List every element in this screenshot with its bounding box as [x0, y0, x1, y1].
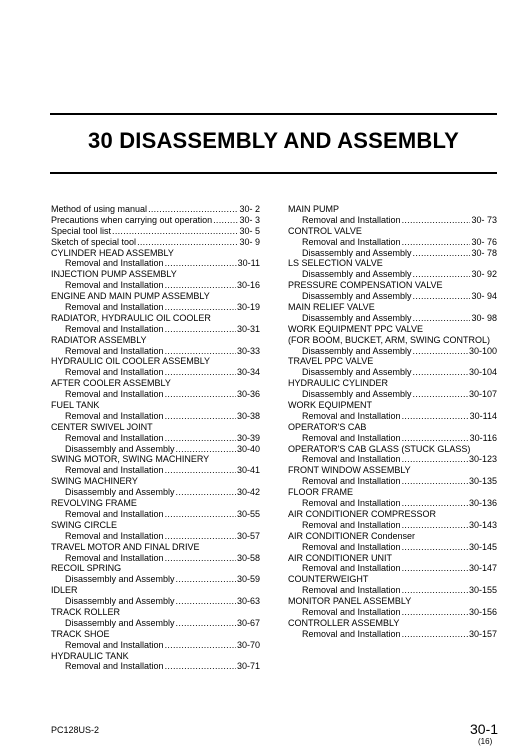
toc-right-column — [288, 204, 497, 640]
toc-entry-page: 30-39 — [236, 432, 260, 443]
leader-dots — [402, 629, 468, 640]
toc-section-heading: FRONT WINDOW ASSEMBLY — [288, 465, 411, 476]
page-title: 30 DISASSEMBLY AND ASSEMBLY — [88, 128, 459, 153]
toc-entry — [51, 302, 260, 313]
toc-section-heading: RADIATOR ASSEMBLY — [51, 334, 147, 345]
toc-entry-label: Removal and Installation — [65, 258, 164, 269]
toc-entry-label: Removal and Installation — [65, 323, 164, 334]
toc-entry-page: 30-59 — [236, 574, 260, 585]
toc-entry-page: 30-42 — [236, 487, 260, 498]
top-rule — [50, 113, 497, 115]
leader-dots — [176, 487, 236, 498]
toc-entry — [51, 640, 260, 651]
toc-entry-label: Removal and Installation — [65, 367, 164, 378]
leader-dots — [413, 269, 471, 280]
toc-entry — [51, 258, 260, 269]
toc-section-heading: CYLINDER HEAD ASSEMBLY — [51, 247, 174, 258]
toc-entry-page: 30- 78 — [471, 247, 497, 258]
toc-section-heading: FUEL TANK — [51, 400, 100, 411]
leader-dots — [402, 585, 468, 596]
toc-entry-label: Removal and Installation — [302, 236, 401, 247]
toc-entry-page: 30- 92 — [471, 269, 497, 280]
toc-entry — [51, 226, 260, 237]
toc-entry — [51, 389, 260, 400]
toc-entry — [51, 574, 260, 585]
toc-entry-page: 30-114 — [469, 410, 497, 421]
toc-entry — [288, 237, 497, 248]
toc-entry-page: 30-155 — [468, 585, 497, 596]
toc-entry-page: 30-70 — [236, 639, 260, 650]
toc-entry-page: 30-11 — [237, 258, 260, 269]
leader-dots — [413, 346, 468, 357]
leader-dots — [413, 367, 468, 378]
toc-entry-page: 30-157 — [468, 628, 497, 639]
leader-dots — [165, 411, 236, 422]
toc-section-heading: ENGINE AND MAIN PUMP ASSEMBLY — [51, 291, 210, 302]
toc-entry-page: 30- 3 — [239, 214, 260, 225]
toc-entry-label: Removal and Installation — [65, 345, 164, 356]
leader-dots — [413, 248, 471, 259]
leader-dots — [165, 433, 236, 444]
toc-entry-label: Removal and Installation — [302, 214, 401, 225]
toc-entry — [288, 542, 497, 553]
toc-entry — [288, 520, 497, 531]
toc-entry-page: 30-71 — [236, 661, 260, 672]
leader-dots — [402, 215, 471, 226]
footer-model: PC128US-2 — [51, 725, 100, 735]
toc-entry — [288, 433, 497, 444]
toc-entry — [51, 204, 260, 215]
toc-entry-label: Removal and Installation — [65, 410, 164, 421]
toc-entry — [51, 411, 260, 422]
toc-entry — [288, 389, 497, 400]
toc-entry-page: 30-143 — [468, 519, 497, 530]
toc-entry — [288, 498, 497, 509]
toc-section-heading: (FOR BOOM, BUCKET, ARM, SWING CONTROL) — [288, 334, 491, 345]
toc-entry — [51, 661, 260, 672]
toc-entry — [288, 367, 497, 378]
toc-entry — [51, 367, 260, 378]
leader-dots — [402, 433, 469, 444]
toc-section-heading: PRESSURE COMPENSATION VALVE — [288, 280, 443, 291]
toc-section-heading: AIR CONDITIONER Condenser — [288, 530, 416, 541]
toc-entry-page: 30- 2 — [239, 204, 260, 214]
toc-entry — [51, 280, 260, 291]
leader-dots — [165, 302, 236, 313]
toc-section-heading: HYDRAULIC OIL COOLER ASSEMBLY — [51, 356, 211, 367]
toc-entry — [288, 585, 497, 596]
leader-dots — [165, 367, 236, 378]
toc-section-heading: RECOIL SPRING — [51, 563, 122, 574]
toc-entry-label: Removal and Installation — [65, 508, 164, 519]
footer-revision: (16) — [478, 737, 493, 746]
toc-entry-label: Precautions when carrying out operation — [51, 214, 213, 225]
toc-entry — [288, 629, 497, 640]
leader-dots — [137, 237, 238, 248]
leader-dots — [148, 204, 238, 215]
toc-entry-page: 30-147 — [468, 563, 497, 574]
footer-page-number: 30-1 — [470, 721, 499, 737]
toc-entry-label: Disassembly and Assembly — [302, 312, 412, 323]
toc-entry-label: Disassembly and Assembly — [65, 596, 175, 607]
toc-entry-label: Special tool list — [51, 225, 112, 236]
toc-entry-label: Removal and Installation — [302, 454, 401, 465]
toc-entry-label: Disassembly and Assembly — [65, 617, 175, 628]
leader-dots — [213, 215, 238, 226]
toc-section-heading: TRACK ROLLER — [51, 606, 121, 617]
toc-entry-page: 30- 73 — [471, 214, 497, 225]
toc-entry-page: 30-145 — [468, 541, 497, 552]
toc-entry-label: Disassembly and Assembly — [302, 367, 412, 378]
toc-entry-label: Sketch of special tool — [51, 236, 137, 247]
toc-entry-page: 30- 76 — [471, 236, 497, 247]
toc-entry-label: Removal and Installation — [65, 552, 164, 563]
leader-dots — [402, 607, 468, 618]
leader-dots — [402, 411, 469, 422]
toc-entry-label: Removal and Installation — [65, 530, 164, 541]
toc-entry-page: 30-104 — [468, 367, 497, 378]
toc-entry-label: Removal and Installation — [65, 661, 164, 672]
toc-section-heading: CONTROL VALVE — [288, 225, 362, 236]
leader-dots — [402, 476, 468, 487]
toc-entry-page: 30-57 — [236, 530, 260, 541]
toc-entry-label: Removal and Installation — [65, 639, 164, 650]
toc-section-heading: COUNTERWEIGHT — [288, 574, 369, 585]
toc-section-heading: OPERATOR'S CAB — [288, 421, 367, 432]
toc-entry-label: Removal and Installation — [302, 498, 401, 509]
toc-entry — [288, 476, 497, 487]
toc-entry-label: Disassembly and Assembly — [302, 291, 412, 302]
toc-entry — [288, 269, 497, 280]
toc-section-heading: HYDRAULIC CYLINDER — [288, 378, 389, 389]
toc-entry — [288, 346, 497, 357]
toc-entry — [288, 291, 497, 302]
leader-dots — [112, 226, 238, 237]
toc-entry-page: 30-58 — [236, 552, 260, 563]
toc-entry-label: Removal and Installation — [302, 410, 401, 421]
toc-entry-label: Removal and Installation — [302, 628, 401, 639]
leader-dots — [165, 324, 236, 335]
leader-dots — [413, 291, 471, 302]
leader-dots — [413, 313, 471, 324]
toc-entry-page: 30-16 — [236, 280, 260, 291]
leader-dots — [176, 596, 236, 607]
toc-section-heading: RADIATOR, HYDRAULIC OIL COOLER — [51, 312, 211, 323]
toc-entry-label: Disassembly and Assembly — [65, 443, 175, 454]
toc-entry-label: Removal and Installation — [302, 519, 401, 530]
toc-entry — [51, 509, 260, 520]
leader-dots — [165, 553, 236, 564]
toc-section-heading: OPERATOR'S CAB GLASS (STUCK GLASS) — [288, 443, 471, 454]
leader-dots — [176, 574, 236, 585]
toc-entry — [288, 607, 497, 618]
toc-entry-page: 30-107 — [468, 389, 497, 400]
toc-entry-page: 30- 98 — [471, 312, 497, 323]
leader-dots — [165, 509, 236, 520]
toc-entry-label: Removal and Installation — [65, 389, 164, 400]
toc-section-heading: TRAVEL PPC VALVE — [288, 356, 374, 367]
toc-entry — [51, 487, 260, 498]
leader-dots — [402, 520, 468, 531]
toc-entry-page: 30-19 — [236, 302, 260, 313]
toc-entry-label: Removal and Installation — [302, 606, 401, 617]
toc-entry — [51, 553, 260, 564]
toc-entry — [288, 248, 497, 259]
toc-section-heading: CENTER SWIVEL JOINT — [51, 421, 153, 432]
toc-entry — [51, 433, 260, 444]
toc-entry-label: Removal and Installation — [65, 302, 164, 313]
leader-dots — [165, 531, 236, 542]
leader-dots — [402, 237, 471, 248]
toc-entry-page: 30-55 — [236, 508, 260, 519]
toc-entry-label: Removal and Installation — [65, 465, 164, 476]
toc-entry — [51, 346, 260, 357]
toc-entry — [51, 618, 260, 629]
leader-dots — [402, 542, 468, 553]
toc-entry-page: 30-136 — [468, 498, 497, 509]
toc-section-heading: SWING CIRCLE — [51, 519, 118, 530]
toc-entry — [51, 596, 260, 607]
toc-entry-label: Disassembly and Assembly — [302, 389, 412, 400]
toc-entry-label: Removal and Installation — [302, 432, 401, 443]
leader-dots — [165, 389, 236, 400]
toc-section-heading: WORK EQUIPMENT PPC VALVE — [288, 323, 424, 334]
leader-dots — [165, 661, 236, 672]
toc-entry — [51, 444, 260, 455]
toc-entry-page: 30- 5 — [239, 225, 260, 236]
toc-entry-page: 30-116 — [469, 432, 497, 443]
toc-entry — [288, 411, 497, 422]
toc-entry-label: Removal and Installation — [302, 585, 401, 596]
toc-section-heading: AIR CONDITIONER UNIT — [288, 552, 393, 563]
toc-section-heading: CONTROLLER ASSEMBLY — [288, 617, 400, 628]
leader-dots — [402, 498, 468, 509]
toc-entry-page: 30-33 — [236, 345, 260, 356]
toc-entry — [51, 215, 260, 226]
toc-entry-label: Disassembly and Assembly — [302, 269, 412, 280]
toc-entry-label: Disassembly and Assembly — [65, 487, 175, 498]
toc-entry-label: Method of using manual — [51, 204, 148, 214]
toc-entry-page: 30-63 — [236, 596, 260, 607]
toc-section-heading: REVOLVING FRAME — [51, 498, 137, 509]
toc-entry-page: 30-123 — [468, 454, 497, 465]
toc-entry — [51, 465, 260, 476]
toc-entry — [288, 454, 497, 465]
toc-section-heading: LS SELECTION VALVE — [288, 258, 383, 269]
toc-entry-label: Disassembly and Assembly — [302, 345, 412, 356]
toc-section-heading: TRACK SHOE — [51, 628, 110, 639]
leader-dots — [165, 465, 236, 476]
toc-entry-label: Removal and Installation — [302, 476, 401, 487]
leader-dots — [176, 444, 236, 455]
toc-section-heading: IDLER — [51, 585, 78, 596]
toc-entry-page: 30- 94 — [471, 291, 497, 302]
toc-section-heading: FLOOR FRAME — [288, 487, 354, 498]
toc-section-heading: MAIN RELIEF VALVE — [288, 302, 375, 313]
toc-section-heading: TRAVEL MOTOR AND FINAL DRIVE — [51, 541, 200, 552]
toc-entry-page: 30-31 — [236, 323, 260, 334]
toc-section-heading: HYDRAULIC TANK — [51, 650, 129, 661]
toc-entry — [51, 531, 260, 542]
leader-dots — [402, 563, 468, 574]
toc-entry-label: Removal and Installation — [302, 563, 401, 574]
leader-dots — [165, 280, 236, 291]
toc-entry-page: 30-135 — [468, 476, 497, 487]
toc-entry-page: 30-40 — [236, 443, 260, 454]
toc-entry-page: 30-156 — [468, 606, 497, 617]
toc-section-heading: AIR CONDITIONER COMPRESSOR — [288, 508, 437, 519]
toc-entry-page: 30-34 — [236, 367, 260, 378]
bottom-rule — [50, 172, 497, 174]
toc-entry-page: 30-100 — [468, 345, 497, 356]
leader-dots — [176, 618, 236, 629]
leader-dots — [165, 640, 236, 651]
toc-entry-page: 30-36 — [236, 389, 260, 400]
toc-section-heading: INJECTION PUMP ASSEMBLY — [51, 269, 177, 280]
leader-dots — [402, 454, 468, 465]
leader-dots — [413, 389, 468, 400]
toc-entry — [288, 313, 497, 324]
toc-entry-page: 30-38 — [236, 410, 260, 421]
toc-entry-label: Removal and Installation — [65, 280, 164, 291]
leader-dots — [165, 346, 236, 357]
toc-section-heading: AFTER COOLER ASSEMBLY — [51, 378, 171, 389]
toc-section-heading: MAIN PUMP — [288, 204, 340, 214]
leader-dots — [165, 258, 237, 269]
toc-entry-label: Disassembly and Assembly — [302, 247, 412, 258]
toc-entry-label: Removal and Installation — [302, 541, 401, 552]
toc-entry — [51, 237, 260, 248]
toc-left-column — [51, 204, 260, 672]
toc-section-heading: SWING MACHINERY — [51, 476, 138, 487]
toc-entry — [288, 215, 497, 226]
toc-section-heading: MONITOR PANEL ASSEMBLY — [288, 596, 412, 607]
toc-entry-label: Disassembly and Assembly — [65, 574, 175, 585]
toc-entry-page: 30-67 — [236, 617, 260, 628]
toc-entry — [288, 563, 497, 574]
toc-entry-label: Removal and Installation — [65, 432, 164, 443]
toc-entry-page: 30- 9 — [239, 236, 260, 247]
toc-section-heading: WORK EQUIPMENT — [288, 400, 373, 411]
toc-entry — [51, 324, 260, 335]
toc-entry-page: 30-41 — [236, 465, 260, 476]
toc-section-heading: SWING MOTOR, SWING MACHINERY — [51, 454, 210, 465]
